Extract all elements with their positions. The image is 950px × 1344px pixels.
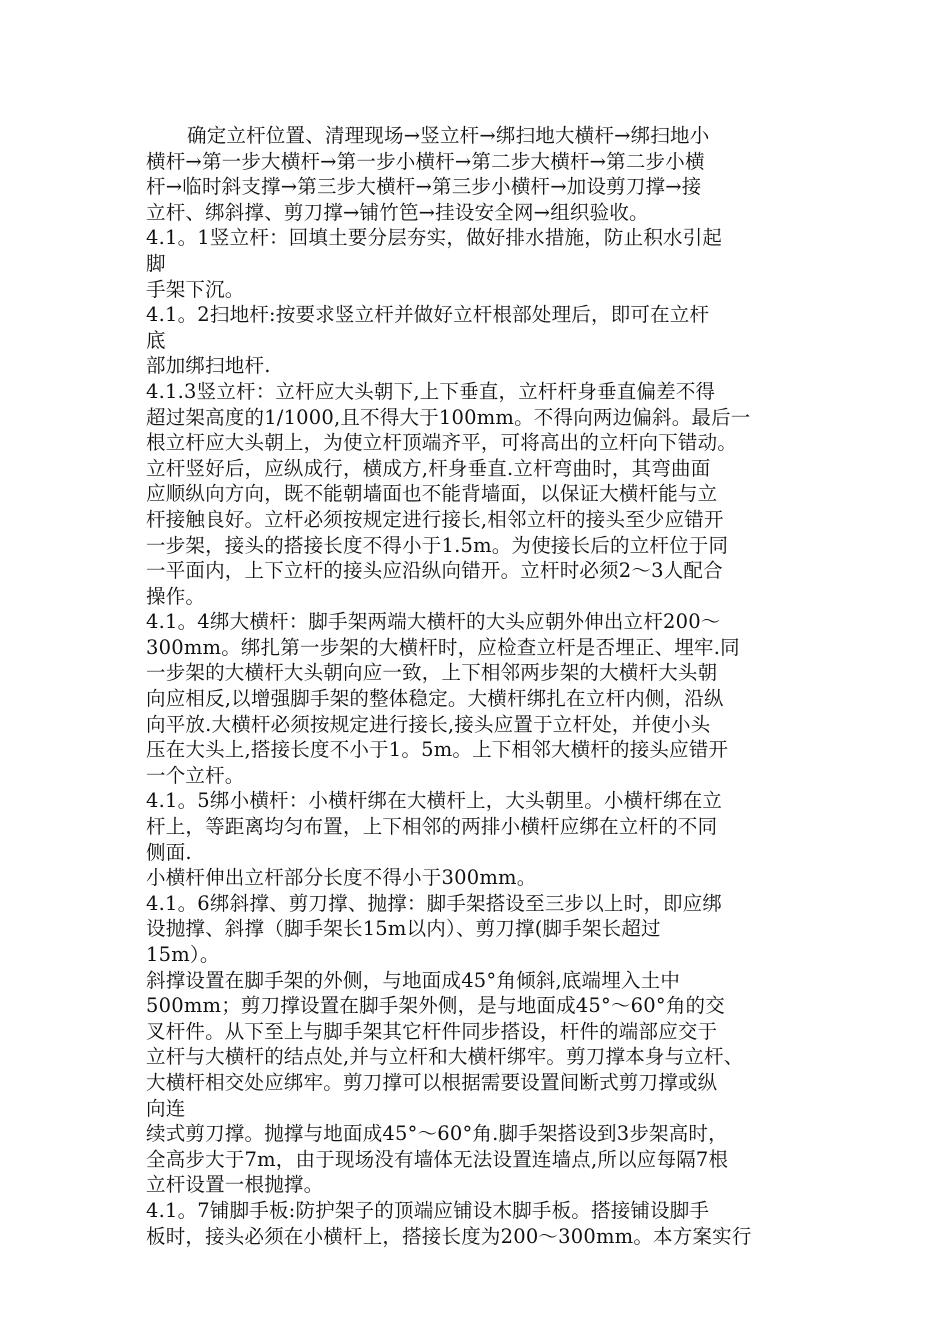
text-line: 向连	[146, 1096, 186, 1120]
text-line: 15m）。	[146, 943, 220, 966]
text-line: 应顺纵向方向，既不能朝墙面也不能背墙面，以保证大横杆能与立	[146, 482, 718, 506]
text-line: 4.1。2扫地杆:按要求竖立杆并做好立杆根部处理后，即可在立杆	[146, 303, 710, 327]
text-line: 立杆竖好后，应纵成行，横成方,杆身垂直.立杆弯曲时，其弯曲面	[146, 456, 711, 480]
text-line: 一步架的大横杆大头朝向应一致，上下相邻两步架的大横杆大头朝	[146, 661, 718, 685]
text-line: 确定立杆位置、清理现场→竖立杆→绑扫地大横杆→绑扫地小	[187, 124, 710, 147]
text-line: 4.1。4绑大横杆：脚手架两端大横杆的大头应朝外伸出立杆200～	[146, 610, 721, 634]
text-line: 斜撑设置在脚手架的外侧，与地面成45°角倾斜,底端埋入土中	[146, 968, 681, 992]
text-line: 压在大头上,搭接长度不小于1。5m。上下相邻大横杆的接头应错开	[146, 738, 729, 762]
text-line: 横杆→第一步大横杆→第一步小横杆→第二步大横杆→第二步小横	[146, 149, 705, 173]
text-line: 500mm；剪刀撑设置在脚手架外侧，是与地面成45°～60°角的交	[146, 994, 725, 1018]
text-line: 手架下沉。	[146, 277, 245, 301]
text-line: 向平放.大横杆必须按规定进行接长,接头应置于立杆处，并使小头	[146, 712, 711, 736]
text-line: 向应相反,以增强脚手架的整体稳定。大横杆绑扎在立杆内侧，沿纵	[146, 687, 724, 711]
text-line: 一步架，接头的搭接长度不得小于1.5m。为使接长后的立杆位于同	[146, 533, 729, 557]
text-line: 300mm。绑扎第一步架的大横杆时，应检查立杆是否埋正、埋牢.同	[146, 635, 740, 659]
text-line: 叉杆件。从下至上与脚手架其它杆件同步搭设，杆件的端部应交于	[146, 1019, 718, 1043]
text-line: 侧面.	[146, 840, 192, 864]
text-line: 操作。	[146, 584, 206, 608]
text-line: 全高步大于7m，由于现场没有墙体无法设置连墙点,所以应每隔7根	[146, 1147, 729, 1171]
text-line: 立杆设置一根抛撑。	[146, 1173, 324, 1197]
text-line: 板时，接头必须在小横杆上，搭接长度为200～300mm。本方案实行	[146, 1224, 752, 1248]
text-line: 续式剪刀撑。抛撑与地面成45°～60°角.脚手架搭设到3步架高时，	[146, 1122, 728, 1146]
text-line: 4.1。7铺脚手板:防护架子的顶端应铺设木脚手板。搭接铺设脚手	[146, 1198, 710, 1222]
text-line: 4.1。5绑小横杆：小横杆绑在大横杆上，大头朝里。小横杆绑在立	[146, 789, 723, 813]
text-line: 杆→临时斜支撑→第三步大横杆→第三步小横杆→加设剪刀撑→接	[146, 175, 702, 199]
text-line: 大横杆相交处应绑牢。剪刀撑可以根据需要设置间断式剪刀撑或纵	[146, 1070, 718, 1094]
text-line: 4.1.3竖立杆：立杆应大头朝下,上下垂直，立杆杆身垂直偏差不得	[146, 379, 716, 403]
text-line: 杆上，等距离均匀布置，上下相邻的两排小横杆应绑在立杆的不同	[146, 815, 718, 839]
text-line: 一个立杆。	[146, 763, 245, 787]
text-line: 脚	[146, 251, 166, 275]
text-line: 设抛撑、斜撑（脚手架长15m以内）、剪刀撑(脚手架长超过	[146, 917, 661, 941]
text-line: 立杆、绑斜撑、剪刀撑→铺竹笆→挂设安全网→组织验收。	[146, 200, 649, 224]
text-line: 小横杆伸出立杆部分长度不得小于300mm。	[146, 866, 537, 890]
text-line: 一平面内，上下立杆的接头应沿纵向错开。立杆时必须2～3人配合	[146, 559, 723, 583]
text-line: 4.1。1竖立杆：回填土要分层夯实，做好排水措施，防止积水引起	[146, 226, 723, 250]
text-line: 部加绑扫地杆.	[146, 354, 271, 378]
text-line: 底	[146, 328, 166, 352]
document-body	[146, 123, 814, 1249]
text-line: 立杆与大横杆的结点处,并与立杆和大横杆绑牢。剪刀撑本身与立杆、	[146, 1045, 744, 1069]
text-line: 4.1。6绑斜撑、剪刀撑、抛撑：脚手架搭设至三步以上时，即应绑	[146, 891, 723, 915]
text-line: 超过架高度的1/1000,且不得大于100mm。不得向两边偏斜。最后一	[146, 405, 751, 429]
text-line: 根立杆应大头朝上，为使立杆顶端齐平，可将高出的立杆向下错动。	[146, 431, 738, 455]
text-line: 杆接触良好。立杆必须按规定进行接长,相邻立杆的接头至少应错开	[146, 507, 724, 531]
